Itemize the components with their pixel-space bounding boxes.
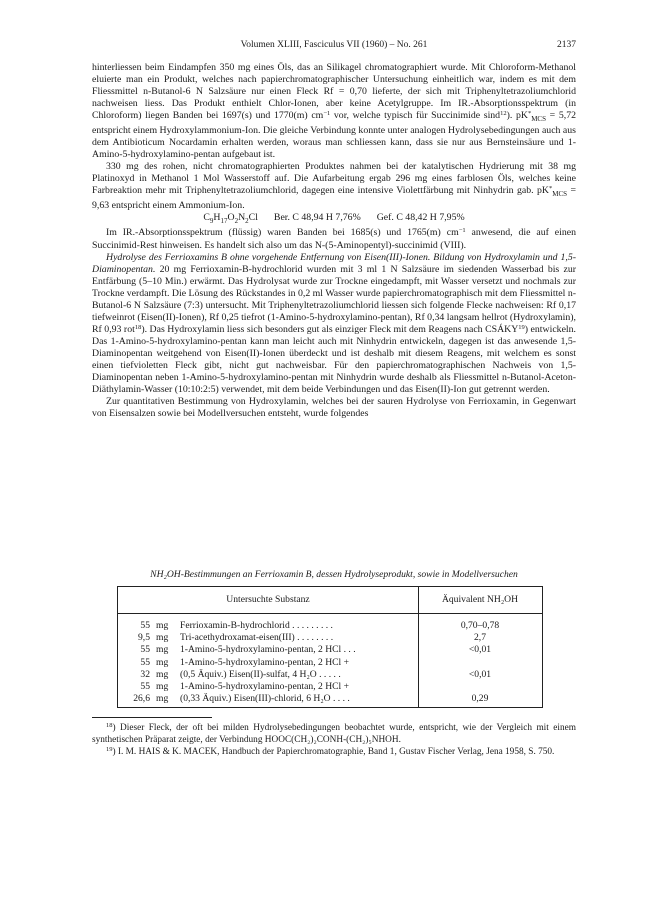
unit-cell: mg (156, 693, 169, 705)
footnote-ref: 19 (518, 323, 525, 331)
equivalent-cell: 2,7 (474, 632, 486, 644)
molecular-formula (203, 212, 258, 226)
substance-cell: Tri-acethydroxamat-eisen(III) . . . . . . . . (180, 632, 334, 644)
paragraph-2-text-b: = 9,63 entspricht einem Ammonium-Ion. (92, 185, 576, 212)
paragraph-5: Zur quantitativen Bestimmung von Hydroxylamin, welches bei der sauren Hydrolyse von Ferrioxamin, in Gegenwart von Eisensalzen sowie bei Modellversuchen entsteht, wurde folgendes (92, 396, 576, 420)
table-caption: NH₂OH-Bestimmungen an Ferrioxamin B, dessen Hydrolyseprodukt, sowie in Modellversuchen (150, 569, 518, 580)
paragraph-4-text-b: ). Das Hydroxylamin liess sich besonders gut als einziger Fleck mit dem Reagens nach CSÁKY (141, 323, 519, 335)
calculated-values: Ber. C 48,94 H 7,76% (273, 212, 361, 224)
paragraph-3-text-b: anwesend, die auf einen Succinimid-Rest hinweisen. Es handelt sich also um das N-(5-Aminopentyl)-succinimid (VIII). (92, 227, 576, 251)
table-row (118, 681, 542, 693)
substance-cell: (0,5 Äquiv.) Eisen(II)-sulfat, 4 H₂O . . . . . (180, 668, 341, 680)
unit-cell: mg (156, 632, 169, 644)
equivalent-cell: 0,29 (471, 693, 489, 705)
paragraph-1-text-a: hinterliessen beim Eindampfen 350 mg eines Öls, das an Silikagel chromatographiert wurde. Mit Chloroform-Methanol eluierte man ein Produkt, welches nach papierchromatographischer Untersuchung einheitlich war, indem es mit dem Fliessmittel n-Butanol-6 N Salzsäure nur einen Fleck Rf = 0,70 lieferte, der sich mit Triphenyltetrazoliumchlorid nachweisen liess. Das Produkt enthielt Chlor-Ionen, aber keine Acetylgruppe. Im IR.-Absorptionsspektrum (in Chloroform) liegen Banden bei 1697(s) und 1770(m) cm (92, 62, 576, 122)
subscript: 2 (234, 217, 239, 226)
substance-cell: Ferrioxamin-B-hydrochlorid . . . . . . . . . (180, 620, 333, 631)
footnote-ref: 12 (500, 110, 507, 118)
quantity-cell: 9,5 (138, 632, 150, 644)
paragraph-2-text-a: 330 mg des rohen, nicht chromatographierten Produktes nahmen bei der katalytischen Hydrierung mit 38 mg Platinoxyd in Methanol 1 Mol Wasserstoff auf. Die Aufarbeitung ergab 296 mg eines farblosen Öls, welches keine Farbreaktion mehr mit Triphenyltetrazoliumchlorid, dagegen eine intensive Violettfärbung mit Ninhydrin gab. pK (92, 161, 576, 197)
unit-cell: mg (156, 680, 169, 692)
table-row (118, 632, 542, 644)
substance-cell: 1-Amino-5-hydroxylamino-pentan, 2 HCl . . . (180, 644, 356, 656)
footnote-ref: 18 (134, 323, 142, 331)
equivalent-cell: <0,01 (468, 644, 492, 656)
unit-cell: mg (156, 644, 169, 656)
footnote-text: ) Dieser Fleck, der oft bei milden Hydrolysebedingungen beobachtet wurde, entspricht, wie der Vergleich mit einem synthetischen Präparat zeigte, der Verbindung HOOC(CH₂)₂CONH-(CH₂)₅NHOH. (92, 723, 576, 745)
results-table (117, 586, 543, 708)
paragraph-4-text-c: ) entwickeln. Das 1-Amino-5-hydroxylamino-pentan kann man leicht auch mit Ninhydrin entwickeln, dagegen ist das anwesende 1,5-Diaminopentan weitgehend von Eisen(II)-Ionen überdeckt und ist deshalb mit diesem Reagens, mit welchem es sonst einen tiefvioletten Fleck gibt, nicht gut nachweisbar. Für den papierchromatographischen Nachweis von 1,5-Diaminopentan neben 1-Amino-5-hydroxylamino-pentan mit Ninhydrin wurde deshalb als Fliessmittel n-Butanol-Aceton-Diäthylamin-Wasser (10:10:2:5) verwendet, mit dem beide Verbindungen und das Eisen(II)-Ion gut getrennt werden. (92, 323, 576, 396)
footnote-mark: 18 (106, 722, 113, 729)
table-body (118, 620, 542, 705)
table-row (118, 669, 542, 681)
paragraph-1-text-b: vor, welche typisch für Succinimide sind (330, 110, 501, 122)
footnotes (92, 723, 576, 758)
substance-cell: (0,33 Äquiv.) Eisen(III)-chlorid, 6 H₂O . . . . (180, 693, 350, 705)
paragraph-3-text-a: Im IR.-Absorptionsspektrum (flüssig) waren Banden bei 1685(s) und 1765(m) cm (106, 227, 459, 239)
subscript: 9 (209, 217, 214, 226)
formula-element: O (227, 212, 235, 224)
footnote-text: ) I. M. HAIS & K. MACEK, Handbuch der Papierchromatographie, Band 1, Gustav Fischer Verlag, Jena 1958, S. 750. (112, 746, 555, 757)
table-header (118, 587, 542, 614)
paragraph-1 (92, 62, 576, 161)
footnote-18 (92, 723, 576, 747)
paragraph-4-text-a: 20 mg Ferrioxamin-B-hydrochlorid wurden mit 3 ml 1 N Salzsäure im siedenden Wasserbad bis zur Entfärbung (5–10 Min.) erwärmt. Das Hydrolysat wurde zur Trockne eingedampft, mit Wasser versetzt und nochmals zur Trockne verdampft. Die Lösung des Rückstandes in 0,2 ml Wasser wurde papierchromatographisch mit dem Fliessmittel n-Butanol-6 N Salzsäure (7:3) untersucht. Mit Triphenyltetrazoliumchlorid liessen sich folgende Flecke nachweisen: Rf 0,17 tiefweinrot (Eisen(II)-Ionen), Rf 0,25 tiefrot (1-Amino-5-hydroxylamino-pentan), Rf 0,34 langsam hellrot (Hydroxylamin), Rf 0,93 rot (92, 263, 576, 335)
table-row (118, 693, 542, 705)
paragraph-2 (92, 161, 576, 212)
unit-cell: mg (156, 620, 169, 631)
paragraph-1-text-d: = 5,72 entspricht einem Hydroxylammonium-Ion. Die gleiche Verbindung konnte unter analogen Hydrolysebedingungen auch aus dem Antibioticum Nocardamin erhalten werden, woraus man schliessen kann, dass sie nur aus Bernsteinsäure und 1-Amino-5-hydroxylamino-pentan aufgebaut ist. (92, 110, 576, 161)
body-text (92, 62, 576, 420)
table-row (118, 620, 542, 632)
paragraph-1-text-c: ). pK (506, 110, 528, 122)
found-values: Gef. C 48,42 H 7,95% (376, 212, 465, 224)
equivalent-cell: <0,01 (468, 668, 492, 680)
quantity-cell: 55 (140, 680, 150, 692)
superscript: −1 (458, 227, 466, 235)
footnote-19 (92, 747, 576, 759)
footnote-mark: 19 (106, 745, 113, 753)
subscript: MCS (552, 190, 568, 199)
header-equivalent: Äquivalent NH₂OH (441, 594, 519, 605)
equivalent-cell: 0,70–0,78 (460, 620, 500, 631)
formula-element: C (203, 212, 210, 224)
table-row (118, 657, 542, 669)
formula-element: H (213, 212, 221, 224)
substance-cell: 1-Amino-5-hydroxylamino-pentan, 2 HCl + (180, 680, 350, 692)
quantity-cell: 26,6 (133, 693, 150, 705)
unit-cell: mg (156, 656, 169, 668)
formula-element: Cl (248, 212, 258, 224)
table-row (118, 644, 542, 656)
subscript: 2 (245, 217, 249, 226)
elemental-analysis (92, 212, 576, 227)
substance-cell: 1-Amino-5-hydroxylamino-pentan, 2 HCl + (180, 656, 350, 668)
superscript: * (548, 185, 553, 193)
quantity-cell: 55 (140, 644, 150, 656)
quantity-cell: 55 (140, 656, 150, 668)
formula-element: N (238, 212, 246, 224)
subscript: MCS (531, 115, 546, 124)
quantity-cell: 32 (140, 668, 150, 680)
paragraph-3 (92, 227, 576, 251)
footnote-rule (92, 717, 212, 718)
header-substance: Untersuchte Substanz (226, 594, 310, 605)
superscript: −1 (323, 110, 331, 118)
section-heading: Hydrolyse des Ferrioxamins B ohne vorgehende Entfernung von Eisen(III)-Ionen. Bildung von Hydroxylamin und 1,5-Diaminopentan. (92, 251, 576, 275)
paragraph-4 (92, 252, 576, 397)
unit-cell: mg (156, 668, 169, 680)
page-number: 2137 (557, 40, 576, 50)
superscript: * (527, 110, 532, 118)
subscript: 17 (220, 217, 228, 226)
running-title: Volumen XLIII, Fasciculus VII (1960) – No. 261 (240, 40, 428, 50)
quantity-cell: 55 (140, 620, 150, 631)
running-header (92, 40, 576, 54)
